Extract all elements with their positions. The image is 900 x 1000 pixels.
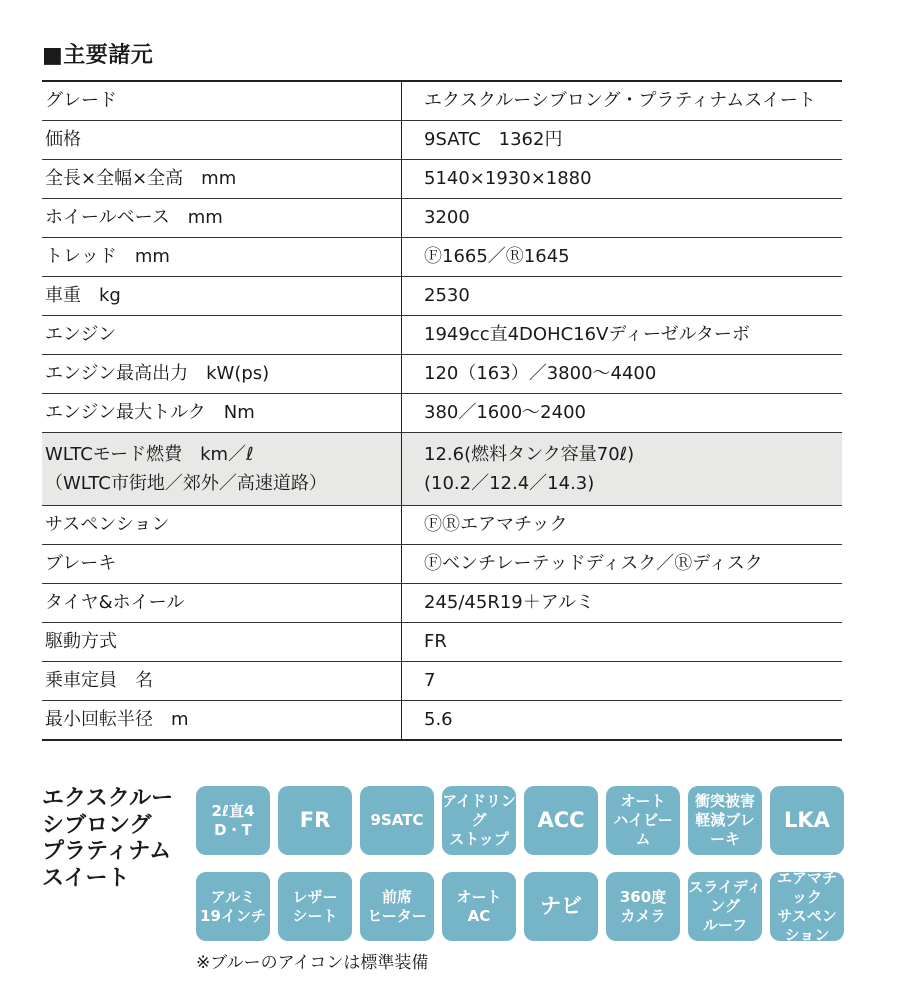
- table-row: [42, 701, 842, 741]
- spec-value: 380／1600～2400: [402, 394, 843, 433]
- acc-icon: ACC: [524, 786, 598, 855]
- table-row: [42, 623, 842, 662]
- auto-high-beam-icon: オート ハイビーム: [606, 786, 680, 855]
- table-row: [42, 584, 842, 623]
- spec-value: 9SATC 1362円: [402, 121, 843, 160]
- spec-value: 120（163）／3800～4400: [402, 355, 843, 394]
- transmission-icon: 9SATC: [360, 786, 434, 855]
- spec-label: タイヤ&ホイール: [42, 584, 402, 623]
- spec-label: 車重 kg: [42, 277, 402, 316]
- spec-value: 2530: [402, 277, 843, 316]
- spec-label: サスペンション: [42, 506, 402, 545]
- spec-value: 5140×1930×1880: [402, 160, 843, 199]
- section-title: ■主要諸元: [42, 43, 154, 68]
- spec-value: エクスクルーシブロング・プラティナムスイート: [402, 81, 843, 121]
- table-row: [42, 199, 842, 238]
- spec-label: エンジン最高出力 kW(ps): [42, 355, 402, 394]
- engine-icon: 2ℓ直4 D・T: [196, 786, 270, 855]
- spec-label: エンジン最大トルク Nm: [42, 394, 402, 433]
- idle-stop-icon: アイドリング ストップ: [442, 786, 516, 855]
- spec-table: [42, 80, 842, 741]
- spec-value: 5.6: [402, 701, 843, 741]
- auto-ac-icon: オート AC: [442, 872, 516, 941]
- spec-value: Ⓕベンチレーテッドディスク／Ⓡディスク: [402, 545, 843, 584]
- camera-360-icon: 360度 カメラ: [606, 872, 680, 941]
- collision-brake-icon: 衝突被害 軽減ブレーキ: [688, 786, 762, 855]
- spec-label: トレッド mm: [42, 238, 402, 277]
- leather-seat-icon: レザー シート: [278, 872, 352, 941]
- navigation-icon: ナビ: [524, 872, 598, 941]
- spec-label: ホイールベース mm: [42, 199, 402, 238]
- spec-label: グレード: [42, 81, 402, 121]
- table-row: [42, 394, 842, 433]
- table-row: [42, 121, 842, 160]
- spec-value: FR: [402, 623, 843, 662]
- drivetrain-icon: FR: [278, 786, 352, 855]
- table-row: [42, 545, 842, 584]
- spec-label: 最小回転半径 m: [42, 701, 402, 741]
- legend-note: ※ブルーのアイコンは標準装備: [196, 953, 429, 973]
- trim-name: エクスクルー シブロング プラティナム スイート: [42, 786, 174, 891]
- table-row: [42, 355, 842, 394]
- spec-value: Ⓕ1665／Ⓡ1645: [402, 238, 843, 277]
- lka-icon: LKA: [770, 786, 844, 855]
- table-row: [42, 277, 842, 316]
- table-row: [42, 662, 842, 701]
- spec-label: ブレーキ: [42, 545, 402, 584]
- spec-value: 7: [402, 662, 843, 701]
- spec-label: 価格: [42, 121, 402, 160]
- table-row: [42, 238, 842, 277]
- table-row: [42, 506, 842, 545]
- seat-heater-icon: 前席 ヒーター: [360, 872, 434, 941]
- spec-label: 全長×全幅×全高 mm: [42, 160, 402, 199]
- table-row: [42, 160, 842, 199]
- spec-label: 乗車定員 名: [42, 662, 402, 701]
- spec-label: WLTCモード燃費 km／ℓ （WLTC市街地／郊外／高速道路）: [42, 433, 402, 506]
- spec-value: ⒻⓇエアマチック: [402, 506, 843, 545]
- table-row: [42, 433, 842, 506]
- spec-value: 245/45R19＋アルミ: [402, 584, 843, 623]
- spec-value: 3200: [402, 199, 843, 238]
- spec-value: 12.6(燃料タンク容量70ℓ) (10.2／12.4／14.3): [402, 433, 843, 506]
- sliding-roof-icon: スライディング ルーフ: [688, 872, 762, 941]
- air-suspension-icon: エアマチック サスペンション: [770, 872, 844, 941]
- table-row: [42, 81, 842, 121]
- table-row: [42, 316, 842, 355]
- spec-label: エンジン: [42, 316, 402, 355]
- alloy-wheel-icon: アルミ 19インチ: [196, 872, 270, 941]
- spec-label: 駆動方式: [42, 623, 402, 662]
- spec-value: 1949cc直4DOHC16Vディーゼルターボ: [402, 316, 843, 355]
